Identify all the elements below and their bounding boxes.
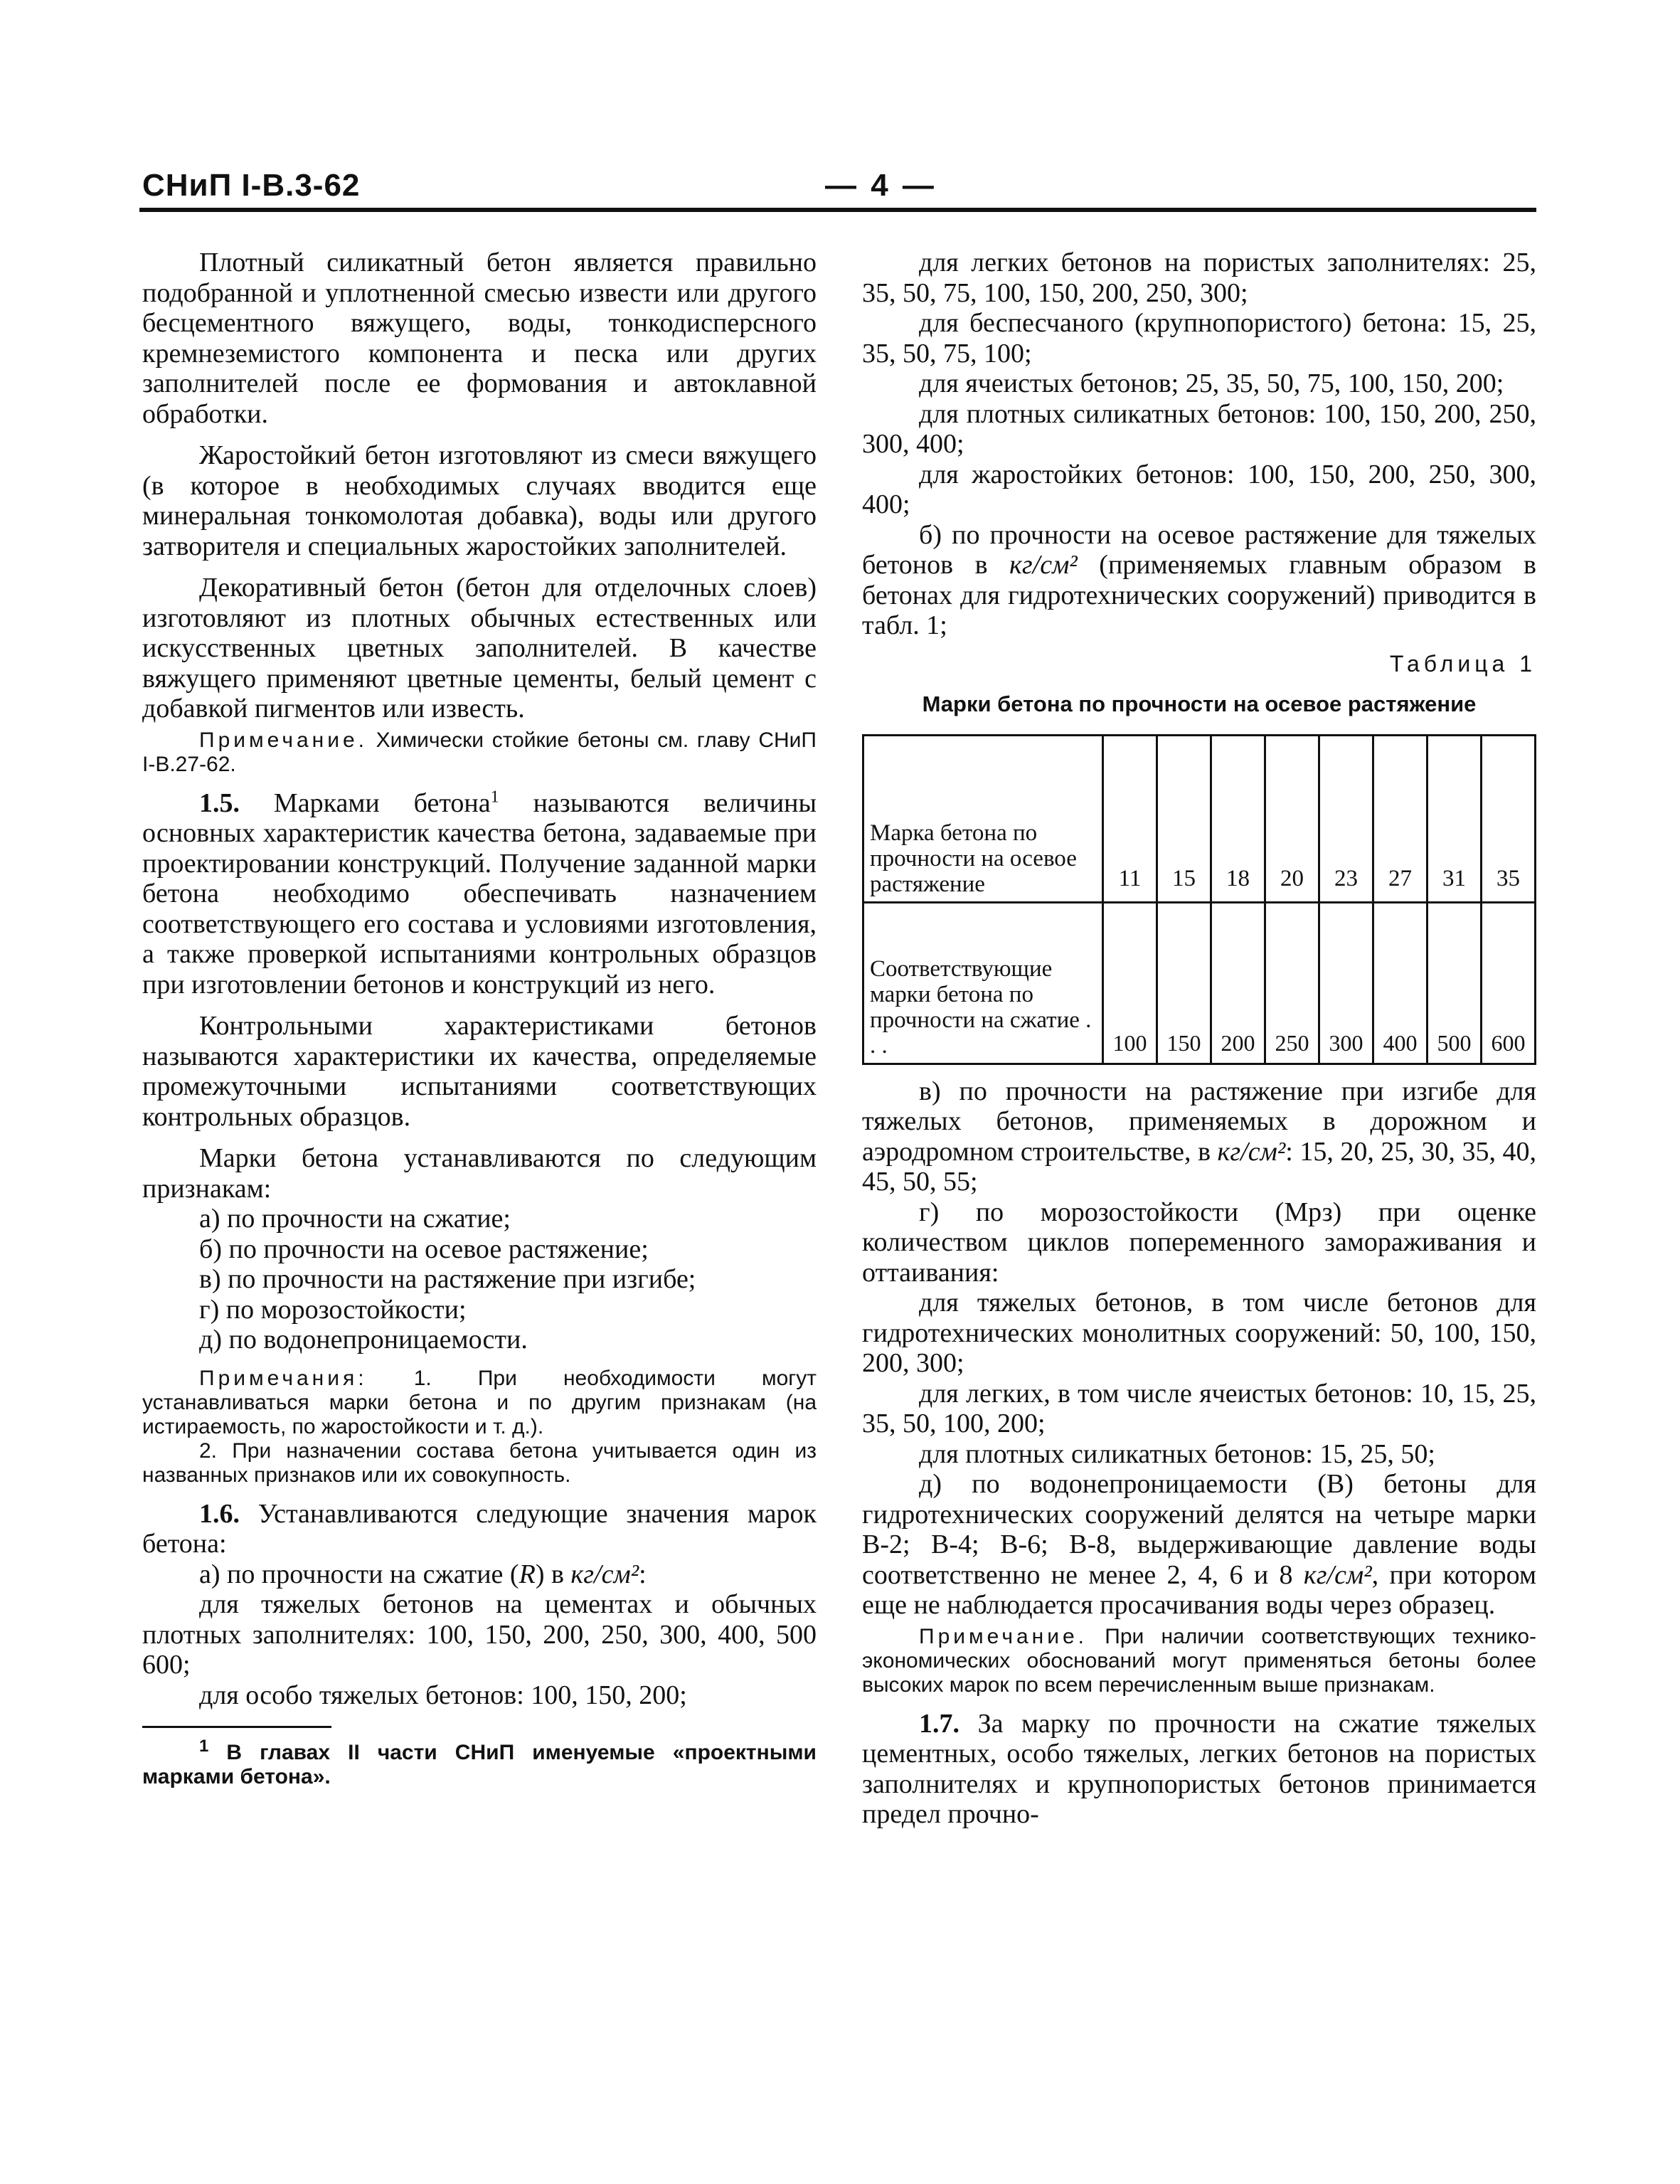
paragraph-extra-heavy-concrete: для особо тяжелых бетонов: 100, 150, 200;: [199, 1680, 687, 1710]
paragraph-axial-tension: [862, 520, 1536, 641]
text: , при котором еще не наблюдается просачивания воды через образец.: [862, 1559, 1536, 1620]
unit: кг/см²: [570, 1559, 639, 1589]
footnote-reference: 1: [490, 787, 499, 806]
paragraph-heat-resistant-concrete: Жаростойкий бетон изготовляют из смеси вяжущего (в которое в необходимых случаях вводится еще минеральная тонкомолотая добавка), воды или другого затворителя и специальных жаростойких заполнителей.: [142, 440, 817, 561]
section-text: Устанавливаются следующие значения марок бетона:: [142, 1498, 817, 1559]
document-code: СНиП I-В.3-62: [142, 168, 361, 203]
table-cell: 300: [1319, 902, 1373, 1064]
table-cell: 100: [1103, 902, 1157, 1064]
section-number: 1.6.: [199, 1498, 240, 1529]
left-column: [142, 248, 817, 1789]
section-text: За марку по прочности на сжатие тяжелых цементных, особо тяжелых, легких бетонов на пористых заполнителях и крупнопористых бетонов принимается предел прочно-: [862, 1708, 1536, 1829]
table-label: Таблица 1: [1389, 650, 1536, 677]
table-cell: 500: [1428, 902, 1482, 1064]
text: б) по прочности на осевое растяжение для тяжелых бетонов в: [862, 519, 1536, 580]
paragraph-heat-resistant-grades: для жаростойких бетонов: 100, 150, 200, 250, 300, 400;: [862, 459, 1536, 519]
text: : 15, 20, 25, 30, 35, 40, 45, 50, 55;: [862, 1136, 1536, 1197]
list-item: б) по прочности на осевое растяжение;: [199, 1234, 649, 1264]
table-cell: 600: [1482, 902, 1536, 1064]
paragraph-frost-resistance: г) по морозостойкости (Мрз) при оценке количеством циклов попеременного замораживания и оттаивания:: [862, 1197, 1536, 1288]
text: а) по прочности на сжатие (: [199, 1559, 519, 1589]
section-number: 1.5.: [199, 788, 240, 818]
list-item: г) по морозостойкости;: [199, 1294, 467, 1325]
grades-table: [862, 734, 1536, 1065]
table-cell: 250: [1265, 902, 1319, 1064]
text: в) по прочности на растяжение при изгибе для тяжелых бетонов, применяемых в дорожном и аэродромном строительстве, в: [862, 1076, 1536, 1167]
right-column: [862, 248, 1536, 1830]
paragraph-frost-light: для легких, в том числе ячеистых бетонов: 10, 15, 25, 35, 50, 100, 200;: [862, 1378, 1536, 1438]
symbol-r: R: [519, 1559, 536, 1589]
section-1-6: [142, 1499, 817, 1559]
paragraph-cellular-concrete: для ячеистых бетонов; 25, 35, 50, 75, 100, 150, 200;: [919, 369, 1504, 398]
list-item-compression: [142, 1559, 817, 1590]
list-item: д) по водонепроницаемости.: [199, 1325, 528, 1355]
paragraph-control-characteristics: Контрольными характеристиками бетонов называются характеристики их качества, определяемые промежуточными испытаниями соответствующих контрольных образцов.: [142, 1011, 817, 1132]
table-cell: 35: [1482, 735, 1536, 902]
text: д) по водонепроницаемости (В) бетоны для гидротехнических сооружений делятся на четыре марки В-2; В-4; В-6; В-8, выдерживающие давление воды соответственно не менее 2, 4, 6 и 8: [862, 1469, 1536, 1590]
note-grades: [142, 1367, 817, 1439]
paragraph-grades-criteria: Марки бетона устанавливаются по следующим признакам:: [142, 1143, 817, 1204]
note-label: Примечание.: [199, 728, 368, 752]
footnote-mark: 1: [199, 1737, 209, 1756]
paragraph-decorative-concrete: Декоративный бетон (бетон для отделочных слоев) изготовляют из плотных обычных естественных или искусственных цветных заполнителей. В качестве вяжущего применяют цветные цементы, белый цемент с добавкой пигментов или известь.: [142, 573, 817, 723]
table-row: [863, 902, 1536, 1064]
footnote: [142, 1737, 817, 1789]
note-chemical-resistant: [142, 728, 817, 777]
text: ) в: [535, 1559, 571, 1589]
unit: кг/см²: [1217, 1136, 1286, 1167]
note-label: Примечания:: [199, 1366, 368, 1390]
section-1-5: [142, 788, 817, 1000]
note-label: Примечание.: [919, 1624, 1088, 1648]
section-text: Марками бетона: [273, 788, 491, 818]
paragraph-no-fines-concrete: для беспесчаного (крупнопористого) бетона: 15, 25, 35, 50, 75, 100;: [862, 308, 1536, 369]
table-cell: 18: [1211, 735, 1265, 902]
table-cell: 400: [1373, 902, 1428, 1064]
paragraph-light-concrete: для легких бетонов на пористых заполнителях: 25, 35, 50, 75, 100, 150, 200, 250, 300;: [862, 248, 1536, 308]
note-text: 1. При необходимости могут устанавливаться марки бетона и по другим признакам (на истираемость, по жаростойкости и т. д.).: [142, 1366, 817, 1438]
table-cell: 200: [1211, 902, 1265, 1064]
table-cell: 27: [1373, 735, 1428, 902]
row-header: Марка бетона по прочности на осевое растяжение: [863, 735, 1103, 902]
table-cell: 20: [1265, 735, 1319, 902]
text: (применяемых главным образом в бетонах для гидротехнических сооружений) приводится в табл. 1;: [862, 550, 1536, 640]
paragraph-dense-silicate-concrete: для плотных силикатных бетонов: 100, 150, 200, 250, 300, 400;: [862, 398, 1536, 459]
table-cell: 15: [1157, 735, 1211, 902]
text: :: [639, 1559, 647, 1589]
paragraph-heavy-concrete: для тяжелых бетонов на цементах и обычных плотных заполнителях: 100, 150, 200, 250, 300, 400, 500 600;: [142, 1589, 817, 1680]
paragraph-water-resistance: [862, 1469, 1536, 1621]
paragraph-frost-heavy: для тяжелых бетонов, в том числе бетонов для гидротехнических монолитных сооружений: 50, 100, 150, 200, 300;: [862, 1288, 1536, 1378]
note-higher-grades: [862, 1625, 1536, 1697]
section-1-7: [862, 1709, 1536, 1830]
note-text: При наличии соответствующих технико-экономических обоснований могут применяться бетоны более высоких марок по всем перечисленным выше признакам.: [862, 1624, 1537, 1697]
page-number: — 4 —: [825, 168, 937, 203]
footnote-rule: [142, 1726, 331, 1728]
table-row: [863, 735, 1536, 902]
list-item: в) по прочности на растяжение при изгибе;: [199, 1264, 696, 1294]
footnote-text: В главах II части СНиП именуемые «проектными марками бетона».: [142, 1741, 817, 1788]
note-grades-item-2: 2. При назначении состава бетона учитывается один из названных признаков или их совокупность.: [142, 1438, 817, 1487]
table-cell: 23: [1319, 735, 1373, 902]
note-text: Химически стойкие бетоны см. главу СНиП I-В.27-62.: [142, 728, 817, 776]
section-text: называются величины основных характеристик качества бетона, задаваемые при проектировании конструкций. Получение заданной марки бетона необходимо обеспечивать назначением соответствующего его состава и условиями изготовления, а также проверкой испытаниями контрольных образцов при изготовлении бетонов и конструкций из него.: [142, 788, 817, 1000]
table-title: Марки бетона по прочности на осевое растяжение: [922, 691, 1477, 716]
header-rule: [139, 208, 1536, 212]
paragraph-flexural-tension: [862, 1076, 1536, 1197]
unit: кг/см²: [1009, 550, 1078, 580]
table-cell: 11: [1103, 735, 1157, 902]
list-item: а) по прочности на сжатие;: [199, 1204, 511, 1234]
unit: кг/см²: [1303, 1559, 1372, 1590]
paragraph-frost-silicate: для плотных силикатных бетонов: 15, 25, 50;: [919, 1438, 1435, 1469]
table-cell: 31: [1428, 735, 1482, 902]
paragraph-silicate-concrete: Плотный силикатный бетон является правильно подобранной и уплотненной смесью извести или другого бесцементного вяжущего, воды, тонкодисперсного кремнеземистого компонента и песка или других заполнителей после ее формования и автоклавной обработки.: [142, 248, 817, 429]
section-number: 1.7.: [919, 1708, 959, 1739]
row-header: Соответствующие марки бетона по прочности на сжатие . . .: [863, 902, 1103, 1064]
table-cell: 150: [1157, 902, 1211, 1064]
